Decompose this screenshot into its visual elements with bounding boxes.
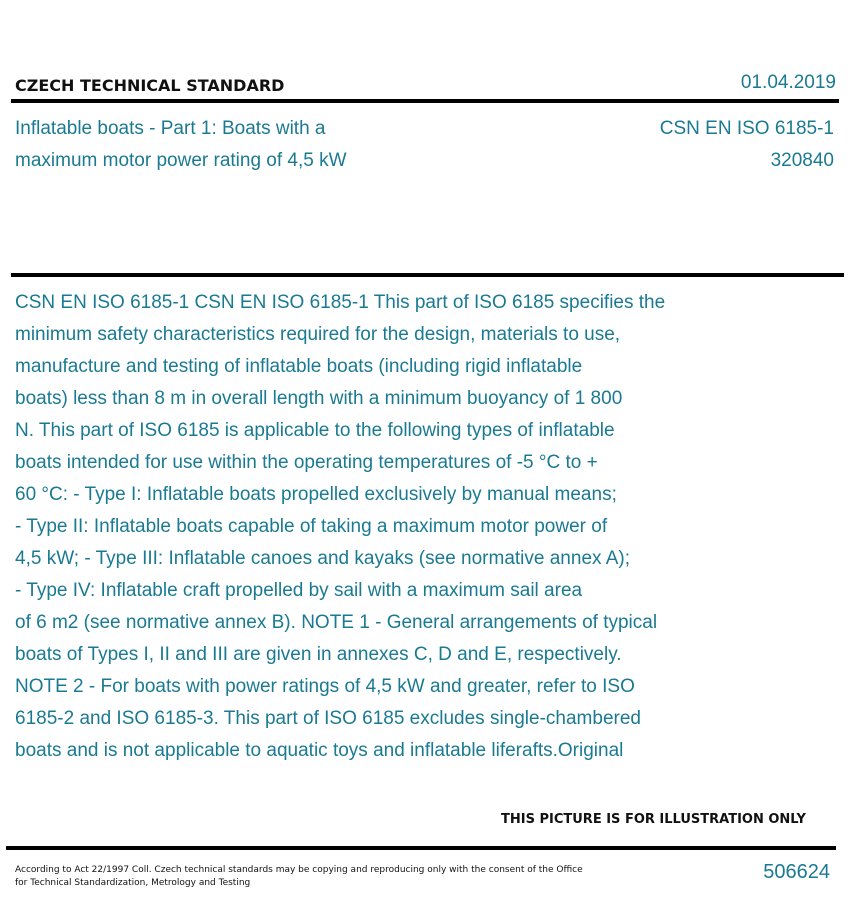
classification-number: 320840 (770, 150, 834, 171)
abstract-line: 4,5 kW; - Type III: Inflatable canoes and kayaks (see normative annex A); (15, 548, 631, 569)
abstract-line: 6185-2 and ISO 6185-3. This part of ISO 6185 excludes single-chambered (15, 708, 641, 729)
abstract-line: boats intended for use within the operating temperatures of -5 °C to + (15, 452, 598, 473)
illustration-disclaimer: THIS PICTURE IS FOR ILLUSTRATION ONLY (501, 812, 806, 827)
legal-notice-line: According to Act 22/1997 Coll. Czech technical standards may be copying and reproducing only with the consent of the Office (15, 865, 583, 875)
document-identifiers (660, 113, 834, 177)
abstract-line: N. This part of ISO 6185 is applicable to the following types of inflatable (15, 420, 615, 441)
top-divider (11, 99, 839, 103)
publication-date: 01.04.2019 (740, 72, 836, 93)
abstract-line: - Type IV: Inflatable craft propelled by sail with a maximum sail area (15, 580, 583, 601)
document-title (15, 113, 435, 177)
abstract-line: boats) less than 8 m in overall length with a minimum buoyancy of 1 800 (15, 388, 623, 409)
abstract-line: boats and is not applicable to aquatic toys and inflatable liferafts.Original (15, 740, 624, 761)
legal-notice-line: for Technical Standardization, Metrology and Testing (15, 878, 251, 888)
abstract-line: NOTE 2 - For boats with power ratings of 4,5 kW and greater, refer to ISO (15, 676, 635, 697)
abstract-line: - Type II: Inflatable boats capable of taking a maximum motor power of (15, 516, 608, 537)
standard-type-heading: CZECH TECHNICAL STANDARD (15, 76, 285, 95)
product-number: 506624 (763, 861, 830, 883)
abstract-line: manufacture and testing of inflatable boats (including rigid inflatable (15, 356, 583, 377)
legal-notice (15, 864, 615, 890)
middle-divider (11, 273, 844, 277)
bottom-divider (6, 846, 836, 850)
document-title-line: Inflatable boats - Part 1: Boats with a (15, 118, 326, 139)
abstract-text (15, 287, 785, 767)
abstract-line: 60 °C: - Type I: Inflatable boats propelled exclusively by manual means; (15, 484, 617, 505)
abstract-line: minimum safety characteristics required for the design, materials to use, (15, 324, 621, 345)
abstract-line: of 6 m2 (see normative annex B). NOTE 1 - General arrangements of typical (15, 612, 658, 633)
abstract-line: boats of Types I, II and III are given in annexes C, D and E, respectively. (15, 644, 622, 665)
document-title-line: maximum motor power rating of 4,5 kW (15, 150, 347, 171)
standard-code: CSN EN ISO 6185-1 (659, 118, 834, 139)
abstract-line: CSN EN ISO 6185-1 CSN EN ISO 6185-1 This part of ISO 6185 specifies the (15, 292, 666, 313)
